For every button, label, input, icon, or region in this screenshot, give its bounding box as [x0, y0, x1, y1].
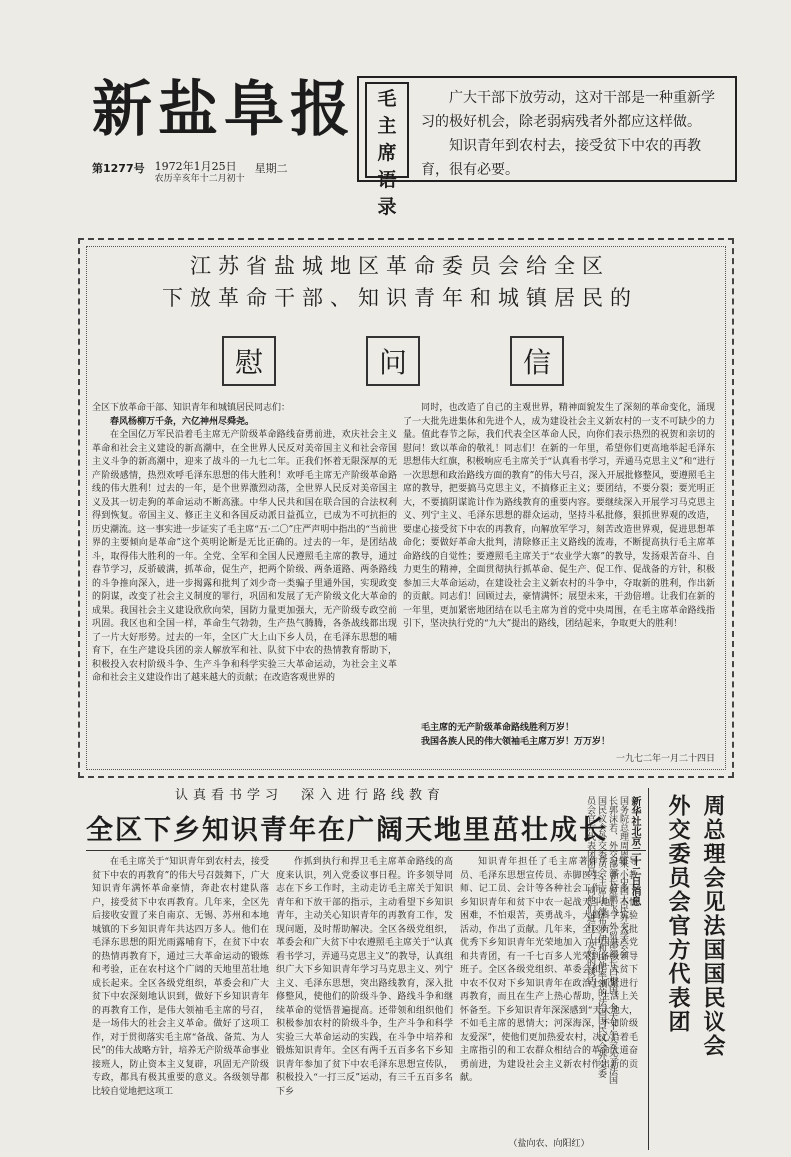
letter-slogan: 春风杨柳万千条，六亿神州尽舜尧。	[110, 416, 255, 427]
article-headline: 全区下乡知识青年在广阔天地里茁壮成长	[86, 815, 608, 846]
letter-closing	[403, 722, 715, 772]
article-body: 在毛主席关于“知识青年到农村去，接受贫下中农的再教育”的伟大号召鼓舞下，广大知识青年满怀革命豪情，奔赴农村建队落户，接受贫下中农再教育。几年来，全区先后接收安置了来自南京、无锡、苏州和本地城镇的下乡知识青年共达四万多人。他们在毛泽东思想的阳光雨露哺育下，在贫下中农的热情再教育下，通过三大革命运动的锻炼和考验，正在农村这个广阔的天地里茁壮地成长起来。全区各级党组织，革委会和广大贫下中农深刻地认识到，做好下乡知识青年的再教育工作，是伟大领袖毛主席的号召，是一场伟大的社会主义革命。做好了这项工作，对于贯彻落实毛主席“备战、备荒、为人民”的伟大战略方针，培养无产阶级革命事业接班人，防止资本主义复辟，巩固无产阶级专政，都具有极其重要的意义。各级领导都比较自觉地把这项工	[92, 857, 269, 1097]
news-dateline: 新华社北京二十二日消息	[629, 796, 640, 906]
news-text-col: 员会官方代表团团员，同他们进行了友好的谈话。	[585, 796, 595, 994]
article-column-1	[92, 856, 269, 1152]
quotation-label	[365, 82, 409, 218]
news-headline-1: 周总理会见法国国民议会	[700, 794, 725, 1058]
issue-date: 1972年1月25日	[154, 160, 237, 173]
letter-salutation: 全区下放革命干部、知识青年和城镇居民同志们：	[92, 403, 291, 413]
lunar-date: 农历辛亥年十二月初十	[154, 173, 245, 184]
news-headline-2: 外交委员会官方代表团	[665, 794, 690, 1034]
article-body: 知识青年担任了毛主席著作学习辅导员、毛泽东思想宣传员、赤脚医生、新小教师、记工员、会计等各种社会工作。许多下乡知识青年和贫下中农一起战天斗地，不怕困难，不怕艰苦，英勇战斗，大搞科学实验活动，作出了贡献。几年来，全区有一大批优秀下乡知识青年光荣地加入了中国共产党和共青团，有一千七百多人光荣到各级领导班子。全区各级党组织、革委会和广大贫下中农不仅对下乡知识青年在政治上抓紧进行再教育，而且在生产上热心帮助，生活上关怀备至。下乡知识青年深深感到“天大地大，不如毛主席的恩情大；河深海深，不如阶级友爱深”，使他们更加热爱农村，决心沿着毛主席指引的和工农群众相结合的革命大道奋勇前进，为建设社会主义新农村作出新的贡献。	[460, 857, 638, 1083]
issue-info	[92, 160, 288, 185]
letter-headline-line: 江苏省盐城地区革命委员会给全区	[190, 254, 610, 278]
newspaper-masthead: 新盐阜报	[92, 75, 356, 145]
letter-title-char: 问	[366, 336, 420, 386]
quotation-label-char: 主	[377, 115, 397, 137]
quotation-label-char: 录	[377, 196, 397, 218]
letter-cheer: 毛主席的无产阶级革命路线胜利万岁！	[421, 723, 575, 733]
article-subheadline: 认真看书学习 深入进行路线教育	[175, 788, 446, 803]
letter-headline	[120, 250, 680, 314]
quotation-text	[421, 86, 727, 182]
news-text-col: 国务院总理周恩来、中国人民外交学会会	[618, 796, 628, 958]
quotation-line: 知识青年到农村去，接受贫下中农的再教育，很有必要。	[421, 138, 701, 178]
article-byline: （盐向农、向阳红）	[508, 1139, 590, 1149]
quotation-line: 广大干部下放劳动，这对干部是一种重新学习的极好机会，除老弱病残者外都应这样做。	[421, 90, 715, 130]
quotation-box	[357, 76, 737, 218]
letter-cheer: 我国各族人民的伟大领袖毛主席万岁！万万岁！	[421, 736, 611, 747]
letter-title-char: 信	[510, 336, 564, 386]
letter-body: 同时，也改造了自己的主观世界，精神面貌发生了深刻的革命变化，涌现了一大批先进集体和先进个人，成为建设社会主义新农村的一支不可缺少的力量。值此春节之际，我们代表全区革命人民，向你们表示热烈的祝贺和亲切的慰问！致以革命的敬礼！同志们！在新的一年里，希望你们更高地举起毛泽东思想伟大红旗，积极响应毛主席关于“认真看书学习，弄通马克思主义”和“进行一次思想和政治路线方面的教育”的伟大号召，深入开展批修整风，要遵照毛主席的教导，把要搞马克思主义，不搞修正主义；要团结，不要分裂；要光明正大，不要搞阴谋诡计作为路线教育的重要内容。要继续深入开展学习马克思主义、列宁主义、毛泽东思想的群众运动，坚持斗私批修，狠抓世界观的改造，要虚心接受贫下中农的再教育，向解放军学习，刻苦改造世界观，促进思想革命化；要做好革命大批判，清除修正主义路线的流毒，不断提高执行毛主席革命路线的自觉性；要遵照毛主席关于“农业学大寨”的教导，发扬艰苦奋斗、自力更生的精神，全面贯彻执行抓革命、促生产、促工作、促战备的方针，积极参加三大革命运动，在建设社会主义新农村的斗争中，夺取新的胜利，作出新的贡献。同志们！回顾过去，豪情满怀；展望未来，干劲倍增。让我们在新的一年里，更加紧密地团结在以毛主席为首的党中央周围，在毛主席革命路线指引下，坚决执行党的“九大”提出的路线，团结起来，争取更大的胜利！	[403, 403, 715, 629]
issue-dates	[155, 160, 245, 185]
column-divider	[648, 788, 649, 1150]
quotation-label-char: 席	[377, 142, 397, 164]
article-body: 作抓到执行和捍卫毛主席革命路线的高度来认识，列入党委议事日程。许多领导同志在下乡工作时，主动走访毛主席关于知识青年和下放干部的指示，主动看望下乡知识青年，主动关心知识青年的再教育工作，发现问题，及时帮助解决。全区各级党组织，革委会和广大贫下中农遵照毛主席关于“认真看书学习，弄通马克思主义”的教导，认真组织广大下乡知识青年学习马克思主义、列宁主义、毛泽东思想，突出路线教育，深入批修整风，使他们的阶级斗争、路线斗争和继续革命的觉悟普遍提高。还带领和组织他们积极参加农村的阶级斗争，生产斗争和科学实验三大革命运动的实践，在斗争中培养和锻炼知识青年。全区有两千五百多名下乡知识青年参加了贫下中农毛泽东思想宣传队，积极投入“一打三反”运动，有三千五百多名下乡	[276, 857, 453, 1097]
letter-headline-line: 下放革命干部、知识青年和城镇居民的	[162, 286, 638, 310]
issue-number: 第1277号	[92, 162, 145, 175]
news-text-col: 长郭沫若、外交部部长姬鹏飞，外贸部部长白相国，今天下午会见了法国	[607, 796, 617, 1084]
letter-column-1	[92, 402, 397, 770]
headline-rule	[86, 850, 646, 851]
letter-sign-date: 一九七二年一月二十四日	[615, 754, 715, 764]
quotation-label-char: 语	[377, 169, 397, 191]
quotation-label-char: 毛	[377, 88, 397, 110]
letter-title-char: 慰	[222, 336, 276, 386]
weekday: 星期二	[254, 162, 288, 175]
news-text-col: 国民议会外交委员会主席让·德布罗伊和由他率领的法国国民议会外交委	[596, 796, 606, 1078]
article-column-2	[276, 856, 453, 1152]
letter-body: 在全国亿万军民沿着毛主席无产阶级革命路线奋勇前进，欢庆社会主义革命和社会主义建设的新高潮中，在全世界人民反对美帝国主义和社会帝国主义斗争的新高潮中，迎来了战斗的一九七二年。正我们怀着无限深厚的无产阶级感情，热烈欢呼毛泽东思想的伟大胜利！欢呼毛主席无产阶级革命路线的伟大胜利！过去的一年，是个世界激烈动荡，全世界人民反对美帝国主义及其一切走狗的革命运动不断高涨。中华人民共和国在联合国的合法权利得到恢复。帝国主义、修正主义和各国反动派日益孤立，已成为不可抗拒的历史潮流。这一事实进一步证实了毛主席“五·二〇”庄严声明中指出的“当前世界的主要倾向是革命”这个英明论断是无比正确的。过去的一年，是团结战斗，取得伟大胜利的一年。全党、全军和全国人民遵照毛主席的教导，通过春节学习，反骄破满，抓革命，促生产，把两个阶级、两条道路、两条路线的斗争推向深入，进一步揭露和批判了刘少奇一类骗子里通外国，实现政变的阴谋，改变了社会主义制度的罪行，巩固和发展了无产阶级文化大革命的成果。我国社会主义建设欣欣向荣，国防力量更加强大，无产阶级专政空前巩固。我区也和全国一样，革命生气勃勃，生产热气腾腾，各条战线都出现了一片大好形势。过去的一年，全区广大上山下乡人员，在毛泽东思想的哺育下，在生产建设兵团的亲人解放军和社、队贫下中农的热情教育帮助下，积极投入农村阶级斗争、生产斗争和科学实验三大革命运动，为社会主义革命和社会主义建设作出了越来越大的贡献；在改造客观世界的	[92, 430, 397, 683]
letter-column-2	[403, 402, 715, 722]
